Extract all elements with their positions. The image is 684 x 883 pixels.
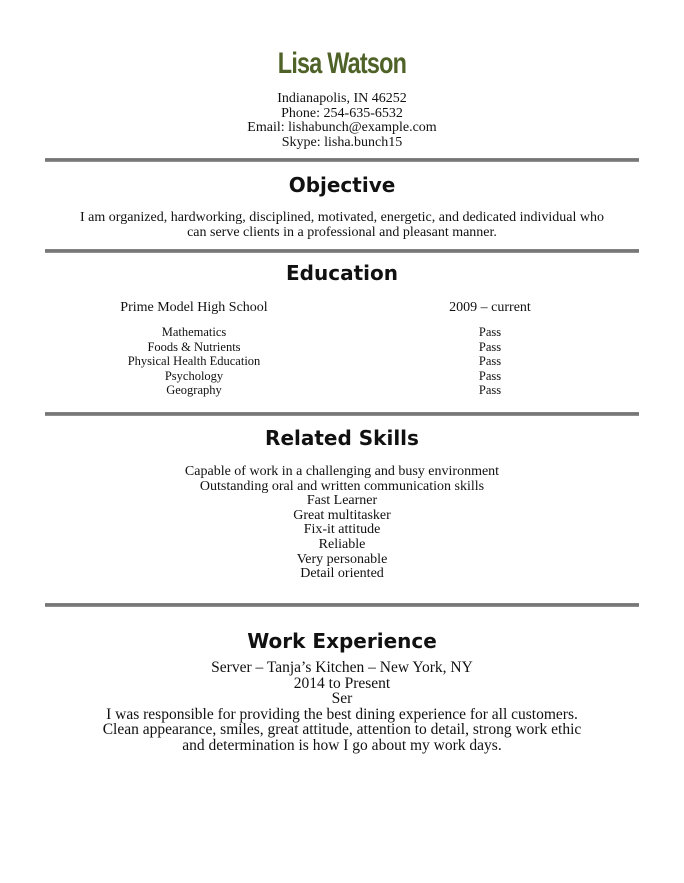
subject-name: Foods & Nutrients [147, 339, 241, 354]
work-description-line: I was responsible for providing the best dining experience for all customers. [106, 705, 578, 723]
skill-item: Fast Learner [306, 493, 378, 509]
skill-item: Detail oriented [300, 566, 384, 582]
subject-name: Geography [166, 383, 222, 397]
contact-info [0, 92, 684, 150]
email: Email: lishabunch@example.com [247, 120, 437, 136]
work-position: Server – Tanja’s Kitchen – New York, NY [211, 659, 473, 676]
education-period: 2009 – current [449, 300, 531, 315]
objective-line: can serve clients in a professional and pleasant manner. [187, 225, 497, 240]
work-description-line: Clean appearance, smiles, great attitude, attention to detail, strong work ethic [102, 721, 582, 738]
education-heading: Education [286, 261, 398, 285]
skill-item: Reliable [318, 536, 366, 552]
subject-name: Physical Health Education [127, 354, 261, 368]
divider [45, 158, 639, 162]
result-list [410, 325, 570, 398]
skills-heading: Related Skills [265, 426, 419, 450]
skill-item: Outstanding oral and written communication skills [199, 478, 485, 494]
objective-line: I am organized, hardworking, disciplined, motivated, energetic, and dedicated individual who [80, 210, 604, 225]
objective-heading: Objective [288, 173, 396, 197]
skill-item: Very personable [296, 551, 388, 567]
skill-item: Great multitasker [293, 507, 391, 523]
subject-result: Pass [478, 339, 502, 354]
skills-list [0, 465, 684, 582]
subject-result: Pass [478, 354, 502, 368]
objective-text [0, 210, 684, 240]
phone: Phone: 254-635-6532 [281, 105, 403, 121]
subject-result: Pass [478, 325, 502, 339]
subject-name: Mathematics [161, 325, 227, 339]
skype: Skype: lisha.bunch15 [281, 134, 403, 150]
subject-name: Psychology [164, 368, 224, 383]
divider [45, 249, 639, 253]
address: Indianapolis, IN 46252 [277, 91, 407, 106]
divider [45, 603, 639, 607]
candidate-name: Lisa Watson [277, 47, 407, 80]
work-description-line: and determination is how I go about my work days. [182, 736, 502, 754]
work-period: 2014 to Present [293, 674, 391, 692]
work-heading: Work Experience [247, 629, 437, 653]
subject-result: Pass [478, 383, 502, 397]
skill-item: Fix-it attitude [303, 522, 381, 538]
school-name: Prime Model High School [120, 300, 268, 315]
subject-result: Pass [478, 368, 502, 383]
subject-list [94, 325, 294, 398]
work-role: Ser [331, 690, 353, 707]
skill-item: Capable of work in a challenging and busy environment [184, 464, 500, 479]
work-entry [0, 660, 684, 753]
divider [45, 412, 639, 416]
